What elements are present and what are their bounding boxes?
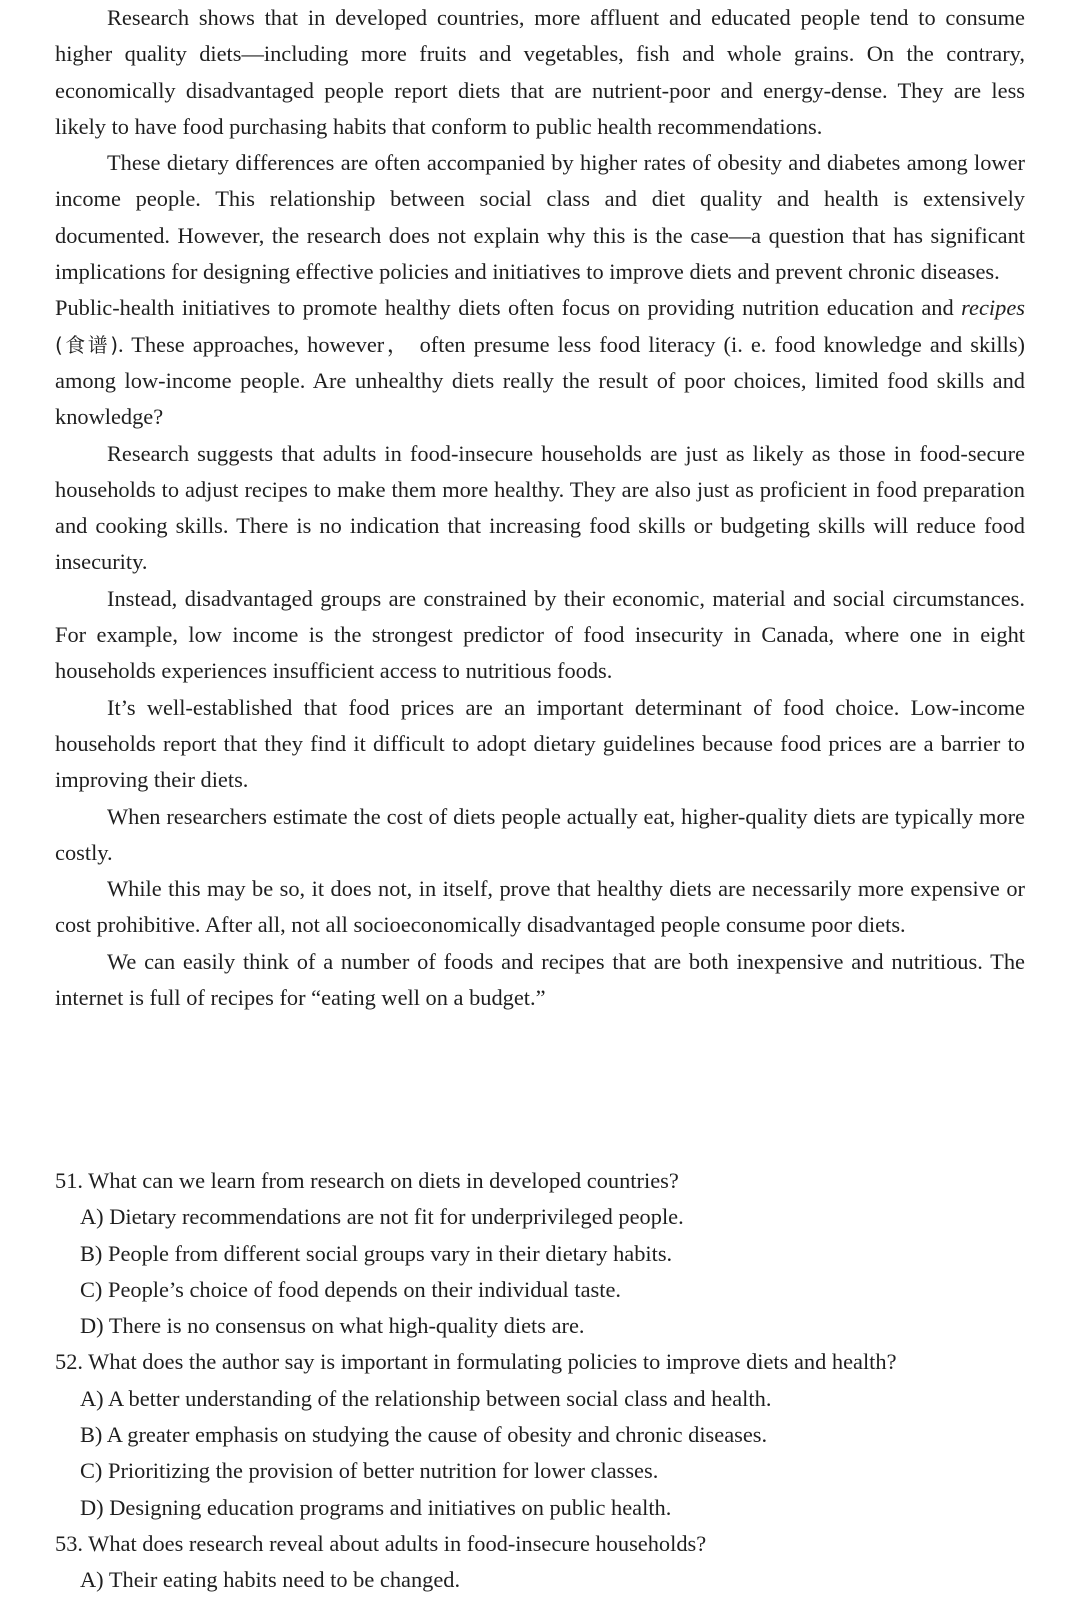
passage-paragraph-1: Research shows that in developed countries, more affluent and educated people tend to consume higher quality diets—including more fruits and vegetables, fish and whole grains. On the contrary, economically disadvantaged people report diets that are nutrient-poor and energy-dense. They are less likely to have food purchasing habits that conform to public health recommendations. [55, 5, 1025, 139]
answer-option-a: A) Their eating habits need to be changed. [80, 1567, 461, 1593]
passage-paragraph-3 [55, 290, 1025, 435]
question-stem: 52. What does the author say is important in formulating policies to improve diets and health? [55, 1349, 897, 1375]
answer-option-a: A) Dietary recommendations are not fit for underprivileged people. [80, 1204, 684, 1230]
answer-option-b: B) A greater emphasis on studying the cause of obesity and chronic diseases. [80, 1422, 768, 1448]
question-stem: 51. What can we learn from research on diets in developed countries? [55, 1168, 679, 1193]
reading-passage [55, 0, 1025, 1016]
answer-option-d: D) There is no consensus on what high-quality diets are. [80, 1313, 585, 1339]
answer-option-d: D) Designing education programs and initiatives on public health. [80, 1494, 672, 1520]
answer-option-c: C) People’s choice of food depends on their individual taste. [80, 1276, 621, 1302]
passage-paragraph-7: When researchers estimate the cost of diets people actually eat, higher-quality diets are typically more costly. [55, 803, 1025, 865]
passage-paragraph-8: While this may be so, it does not, in itself, prove that healthy diets are necessarily more expensive or cost prohibitive. After all, not all socioeconomically disadvantaged people consume poor diets. [55, 876, 1025, 938]
answer-option-a: A) A better understanding of the relationship between social class and health. [80, 1385, 772, 1411]
question-list [55, 1163, 1045, 1599]
question-stem: 53. What does research reveal about adults in food-insecure households? [55, 1530, 707, 1556]
paragraph-3-text-end: . These approaches, however， often presume less food literacy (i. e. food knowledge and skills) among low-income people. Are unhealthy diets really the result of poor choices, limited food skills and knowledge? [55, 331, 1025, 430]
passage-paragraph-5: Instead, disadvantaged groups are constrained by their economic, material and social circumstances. For example, low income is the strongest predictor of food insecurity in Canada, where one in eight households experiences insufficient access to nutritious foods. [55, 585, 1025, 684]
question-53 [55, 1526, 1045, 1599]
question-52 [55, 1344, 1045, 1525]
chinese-gloss: (食谱) [55, 332, 118, 357]
passage-paragraph-9: We can easily think of a number of foods and recipes that are both inexpensive and nutritious. The internet is full of recipes for “eating well on a budget.” [55, 948, 1025, 1011]
passage-paragraph-2: These dietary differences are often accompanied by higher rates of obesity and diabetes among lower income people. This relationship between social class and diet quality and health is extensively documented. However, the research does not explain why this is the case—a question that has significant implications for designing effective policies and initiatives to improve diets and prevent chronic diseases. [55, 150, 1025, 285]
answer-option-c: C) Prioritizing the provision of better nutrition for lower classes. [80, 1458, 659, 1484]
paragraph-3-text-start: Public-health initiatives to promote healthy diets often focus on providing nutrition education and [55, 295, 962, 321]
question-51 [55, 1163, 1045, 1344]
italic-term-recipes: recipes [961, 295, 1025, 321]
passage-paragraph-6: It’s well-established that food prices are an important determinant of food choice. Low-income households report that they find it difficult to adopt dietary guidelines because food prices are a barrier to improving their diets. [55, 694, 1025, 793]
answer-option-b: B) People from different social groups vary in their dietary habits. [80, 1240, 673, 1266]
passage-paragraph-4: Research suggests that adults in food-insecure households are just as likely as those in food-secure households to adjust recipes to make them more healthy. They are also just as proficient in food preparation and cooking skills. There is no indication that increasing food skills or budgeting skills will reduce food insecurity. [55, 440, 1025, 575]
